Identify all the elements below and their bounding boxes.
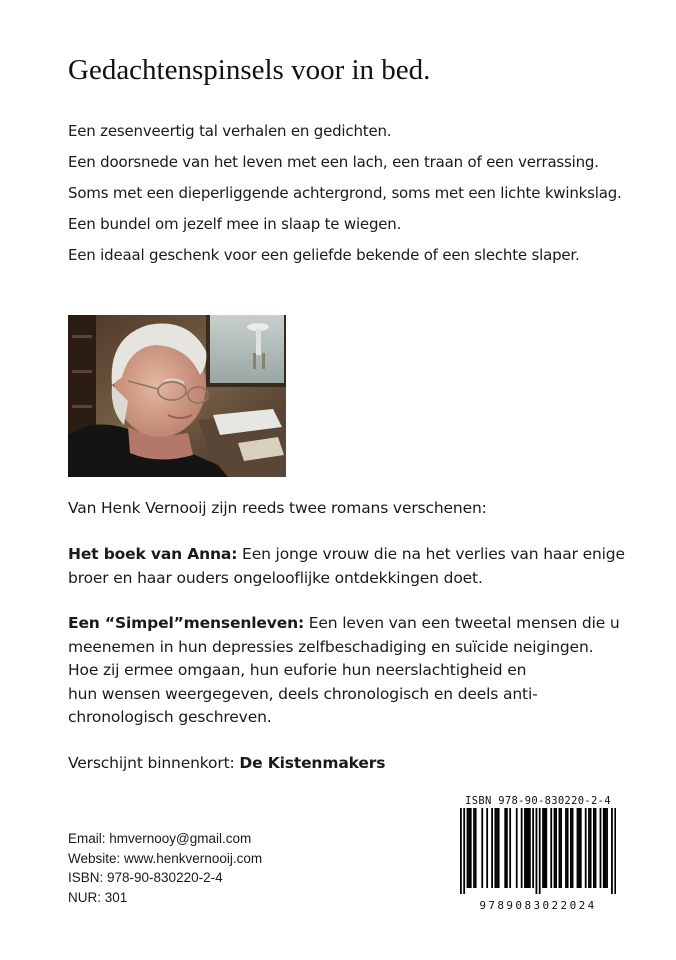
barcode-bar: [491, 808, 493, 888]
book-description-line: broer en haar ouders ongelooflijke ontdekkingen doet.: [68, 568, 483, 587]
barcode-bar: [590, 808, 592, 888]
barcode-bar: [593, 808, 595, 888]
coming-soon: [68, 752, 385, 776]
barcode-bar: [481, 808, 483, 888]
barcode-bar: [595, 808, 597, 888]
barcode-digits: 9789083022024: [479, 899, 597, 912]
barcode-bar: [509, 808, 511, 888]
barcode-bar: [532, 808, 534, 888]
contact-website: Website: www.henkvernooij.com: [68, 850, 263, 866]
book-title-simpel: Een “Simpel”mensenleven:: [68, 614, 304, 632]
isbn-barcode: [460, 794, 616, 912]
book-title: Gedachtenspinsels voor in bed.: [68, 54, 431, 86]
book-description-line: Een leven van een tweetal mensen die u: [304, 614, 620, 632]
barcode-bar: [578, 808, 580, 888]
intro-line: Soms met een dieperliggende achtergrond, soms met een lichte kwinkslag.: [68, 184, 622, 202]
author-intro: Van Henk Vernooij zijn reeds twee romans verschenen:: [68, 499, 487, 517]
intro-line: Een bundel om jezelf mee in slaap te wiegen.: [68, 215, 402, 233]
barcode-bar: [470, 808, 472, 888]
barcode-bar: [559, 808, 561, 888]
barcode-bar: [468, 808, 470, 888]
barcode-bar: [588, 808, 590, 888]
barcode-bar: [555, 808, 557, 888]
barcode-bar: [516, 808, 518, 888]
barcode-bar: [526, 808, 528, 888]
barcode-bar: [536, 808, 538, 894]
barcode-bar: [486, 808, 488, 888]
barcode-bar: [542, 808, 544, 888]
barcode-bar: [506, 808, 508, 888]
book-simpel: [68, 612, 620, 730]
author-photo: [68, 315, 286, 477]
barcode-bar: [496, 808, 498, 888]
contact-email: Email: hmvernooy@gmail.com: [68, 831, 252, 846]
intro-line: Een doorsnede van het leven met een lach, een traan of een verrassing.: [68, 153, 599, 171]
barcode-bar: [603, 808, 605, 888]
book-title-anna: Het boek van Anna:: [68, 545, 238, 563]
author-portrait-photo-icon: [68, 315, 286, 477]
barcode-isbn-label: ISBN 978-90-830220-2-4: [465, 795, 611, 807]
intro-line: Een zesenveertig tal verhalen en gedichten.: [68, 122, 392, 140]
barcode-bar: [600, 808, 602, 888]
contact-nur: NUR: 301: [68, 889, 128, 905]
intro-line: Een ideaal geschenk voor een geliefde bekende of een slechte slaper.: [68, 246, 580, 264]
barcode-bar: [504, 808, 506, 888]
barcode-bar: [565, 808, 567, 888]
barcode-bar: [539, 808, 541, 894]
barcode-bar: [473, 808, 475, 888]
barcode-bar: [572, 808, 574, 888]
barcode-bar: [498, 808, 500, 888]
barcode-bar: [560, 808, 562, 888]
barcode-bar: [585, 808, 587, 888]
book-description-line: hun wensen weergegeven, deels chronologisch en deels anti-: [68, 684, 538, 703]
barcode-bar: [554, 808, 556, 888]
barcode-bars-icon: [460, 808, 616, 894]
book-description-line: meenemen in hun depressies zelfbeschadiging en suïcide neigingen.: [68, 637, 594, 656]
book-description-line: Een jonge vrouw die na het verlies van haar enige: [237, 545, 625, 563]
barcode-bar: [606, 808, 608, 888]
barcode-bar: [475, 808, 477, 888]
barcode-bar: [577, 808, 579, 888]
barcode-bar: [611, 808, 613, 894]
contact-info: [68, 829, 262, 907]
contact-isbn: ISBN: 978-90-830220-2-4: [68, 870, 223, 885]
barcode-bar: [544, 808, 546, 888]
barcode-bar: [567, 808, 569, 888]
barcode-bar: [614, 808, 616, 894]
barcode-bar: [550, 808, 552, 888]
barcode-bar: [580, 808, 582, 888]
book-description-line: Hoe zij ermee omgaan, hun euforie hun neerslachtigheid en: [68, 661, 527, 679]
barcode-bar: [524, 808, 526, 888]
barcode-bar: [605, 808, 607, 888]
coming-soon-label: Verschijnt binnenkort:: [68, 754, 240, 772]
book-description-line: chronologisch geschreven.: [68, 708, 272, 726]
barcode-bar: [460, 808, 462, 894]
barcode-bar: [494, 808, 496, 888]
barcode-bar: [463, 808, 465, 894]
intro-list: [68, 116, 622, 271]
barcode-bar: [521, 808, 523, 888]
barcode-bar: [529, 808, 531, 888]
book-anna: [68, 543, 625, 590]
coming-soon-title: De Kistenmakers: [239, 754, 386, 772]
barcode-bar: [467, 808, 469, 888]
barcode-bar: [570, 808, 572, 888]
barcode-bar: [527, 808, 529, 888]
barcode-bar: [545, 808, 547, 888]
